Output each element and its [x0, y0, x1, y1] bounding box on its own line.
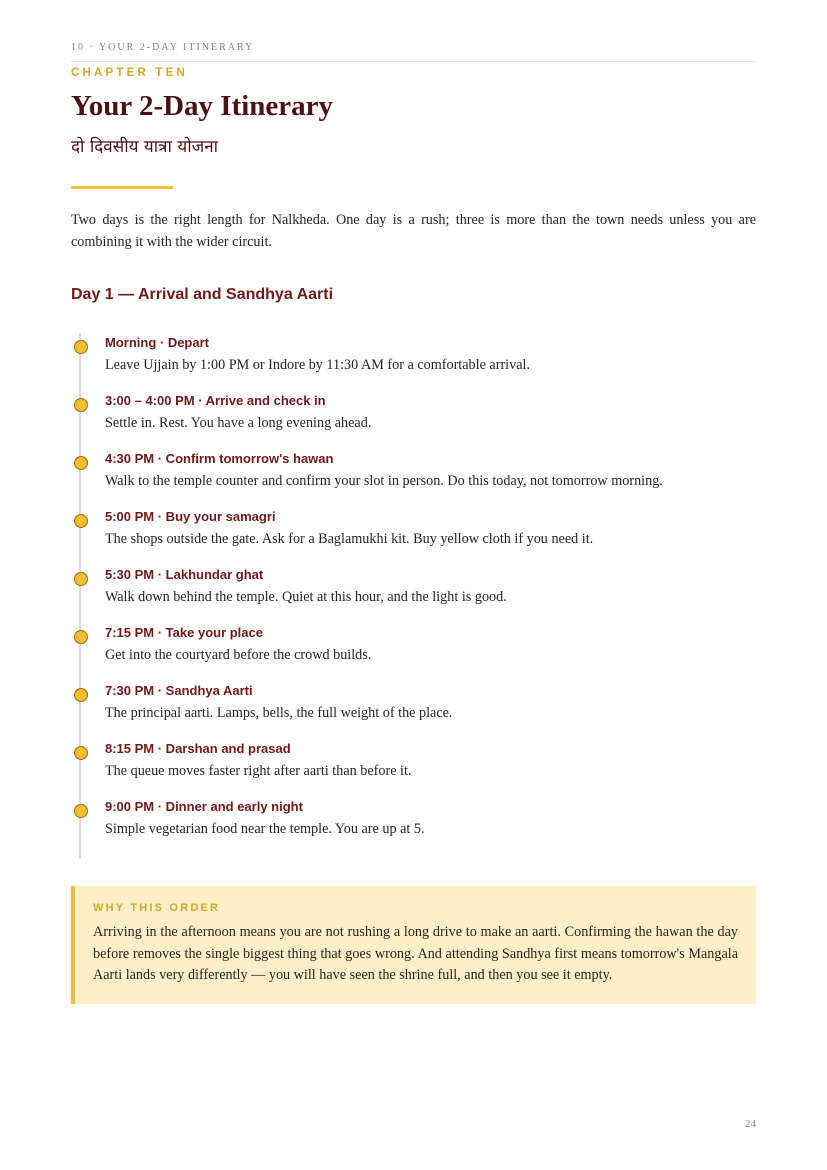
timeline-item-description: Walk down behind the temple. Quiet at this hour, and the light is good. [105, 589, 507, 605]
timeline-dot-icon [74, 514, 88, 528]
timeline-dot-icon [74, 746, 88, 760]
timeline-item-title: 5:00 PM · Buy your samagri [105, 509, 276, 524]
timeline-item-description: Leave Ujjain by 1:00 PM or Indore by 11:30 AM for a comfortable arrival. [105, 357, 530, 373]
timeline-item-title: 7:30 PM · Sandhya Aarti [105, 683, 253, 698]
timeline-item [71, 449, 756, 499]
timeline-dot-icon [74, 572, 88, 586]
page-subtitle-hindi: दो दिवसीय यात्रा योजना [71, 137, 219, 157]
intro-paragraph: Two days is the right length for Nalkheda. One day is a rush; three is more than the town needs unless you are combining it with the wider circuit. [71, 212, 756, 250]
timeline-dot-icon [74, 804, 88, 818]
running-head: 10 · YOUR 2-DAY ITINERARY [71, 42, 756, 62]
callout-label: WHY THIS ORDER [93, 902, 221, 914]
callout-body: Arriving in the afternoon means you are not rushing a long drive to make an aarti. Confirming the hawan the day before removes the single biggest thing that goes wrong. And attending Sandhya first means tomorrow's Mangala Aarti lands very differently — you will have seen the shrine full, and then you see it empty. [93, 924, 738, 983]
timeline-item-title: 4:30 PM · Confirm tomorrow's hawan [105, 451, 334, 466]
page-title: Your 2-Day Itinerary [71, 90, 334, 122]
timeline-item-title: 3:00 – 4:00 PM · Arrive and check in [105, 393, 326, 408]
timeline-item [71, 623, 756, 673]
timeline-item-description: Simple vegetarian food near the temple. You are up at 5. [105, 821, 425, 837]
timeline-dot-icon [74, 456, 88, 470]
timeline-item-description: The shops outside the gate. Ask for a Baglamukhi kit. Buy yellow cloth if you need it. [105, 531, 594, 547]
timeline-item-description: Walk to the temple counter and confirm your slot in person. Do this today, not tomorrow morning. [105, 473, 663, 489]
day-1-timeline [71, 333, 756, 858]
timeline-item [71, 681, 756, 731]
timeline-item-title: 5:30 PM · Lakhundar ghat [105, 567, 264, 582]
timeline-item [71, 391, 756, 441]
timeline-item [71, 565, 756, 615]
timeline-item-title: 8:15 PM · Darshan and prasad [105, 741, 291, 756]
title-accent-rule [71, 186, 173, 189]
timeline-item [71, 333, 756, 383]
timeline-dot-icon [74, 340, 88, 354]
timeline-item-title: 9:00 PM · Dinner and early night [105, 799, 303, 814]
timeline-item [71, 739, 756, 789]
why-this-order-callout [71, 886, 756, 1004]
timeline-item-title: Morning · Depart [105, 335, 209, 350]
timeline-item [71, 797, 756, 847]
timeline-dot-icon [74, 630, 88, 644]
timeline-item-description: The principal aarti. Lamps, bells, the full weight of the place. [105, 705, 453, 721]
timeline-item [71, 507, 756, 557]
chapter-label: CHAPTER TEN [71, 67, 188, 79]
day-1-heading: Day 1 — Arrival and Sandhya Aarti [71, 286, 334, 303]
timeline-item-description: Settle in. Rest. You have a long evening ahead. [105, 415, 372, 431]
timeline-dot-icon [74, 688, 88, 702]
timeline-dot-icon [74, 398, 88, 412]
page-number: 24 [745, 1118, 756, 1130]
timeline-item-description: The queue moves faster right after aarti than before it. [105, 763, 412, 779]
timeline-item-description: Get into the courtyard before the crowd builds. [105, 647, 372, 663]
timeline-item-title: 7:15 PM · Take your place [105, 625, 263, 640]
